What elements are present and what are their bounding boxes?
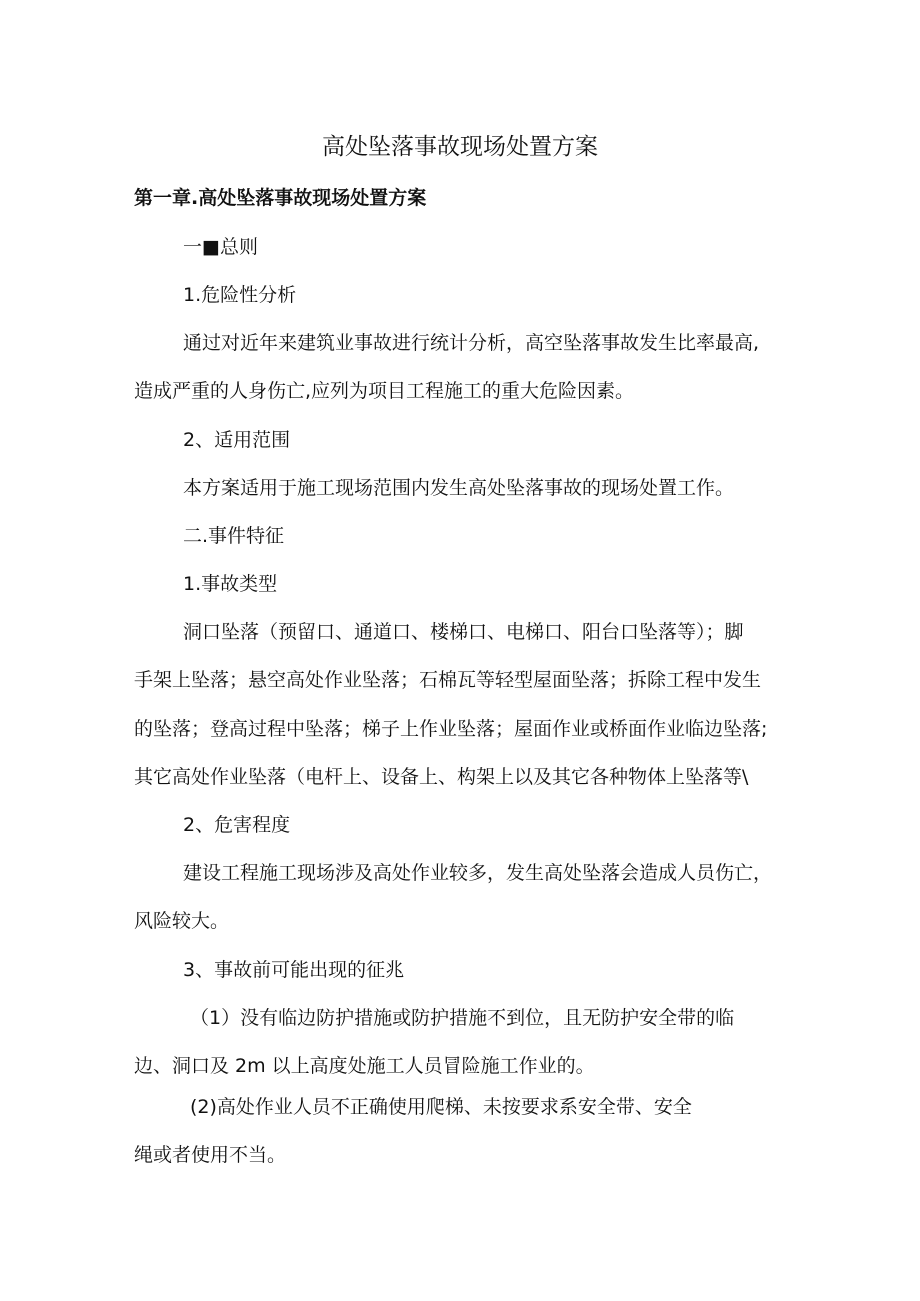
paragraph-line: (2)高处作业人员不正确使用爬梯、未按要求系安全带、安全 xyxy=(190,1096,692,1118)
section-heading-general: 一■总则 xyxy=(183,236,258,258)
section-heading-event-features: 二.事件特征 xyxy=(183,525,285,547)
paragraph-line: 的坠落；登高过程中坠落；梯子上作业坠落；屋面作业或桥面作业临边坠落; xyxy=(134,718,768,740)
paragraph-line: 绳或者使用不当。 xyxy=(134,1144,287,1166)
paragraph-line: 洞口坠落（预留口、通道口、楼梯口、电梯口、阳台口坠落等）；脚 xyxy=(183,621,744,643)
subsection-heading-accident-type: 1.事故类型 xyxy=(183,573,278,595)
subsection-heading-scope: 2、适用范围 xyxy=(183,429,291,451)
paragraph-line: 其它高处作业坠落（电杆上、设备上、构架上以及其它各种物体上坠落等\ xyxy=(134,766,749,788)
paragraph-line: 本方案适用于施工现场范围内发生高处坠落事故的现场处置工作。 xyxy=(183,477,735,499)
paragraph-line: 风险较大。 xyxy=(134,910,230,932)
subsection-heading-risk-analysis: 1.危险性分析 xyxy=(183,284,297,306)
subsection-heading-warning-signs: 3、事故前可能出现的征兆 xyxy=(183,959,405,981)
subsection-heading-hazard-level: 2、危害程度 xyxy=(183,814,291,836)
paragraph-line: 建设工程施工现场涉及高处作业较多，发生高处坠落会造成人员伤亡， xyxy=(183,862,773,884)
paragraph-line: 手架上坠落；悬空高处作业坠落；石棉瓦等轻型屋面坠落；拆除工程中发生 xyxy=(134,669,762,691)
document-title: 高处坠落事故现场处置方案 xyxy=(322,134,598,160)
paragraph-line: 造成严重的人身伤亡,应列为项目工程施工的重大危险因素。 xyxy=(134,380,635,402)
paragraph-line: 通过对近年来建筑业事故进行统计分析，高空坠落事故发生比率最高, xyxy=(183,332,760,354)
paragraph-line: （1）没有临边防护措施或防护措施不到位，且无防护安全带的临 xyxy=(190,1007,735,1029)
paragraph-line: 边、洞口及 2m 以上高度处施工人员冒险施工作业的。 xyxy=(134,1055,595,1077)
chapter-heading: 第一章.高处坠落事故现场处置方案 xyxy=(134,187,427,209)
